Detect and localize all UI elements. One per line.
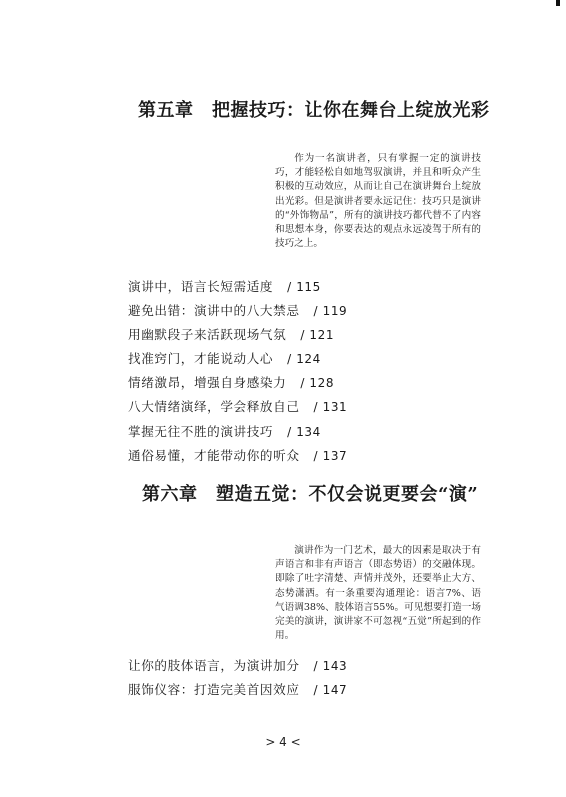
- toc-entry-title: 八大情绪演绎，学会释放自己: [128, 399, 300, 415]
- toc-entry[interactable]: [128, 372, 347, 396]
- toc-entry[interactable]: [128, 348, 347, 372]
- toc-entry[interactable]: [128, 396, 347, 420]
- toc-entry-title: 情绪激昂，增强自身感染力: [128, 375, 287, 391]
- toc-entry[interactable]: [128, 445, 347, 469]
- toc-entry[interactable]: [128, 276, 347, 300]
- corner-mark: [556, 0, 560, 6]
- toc-entry-page: / 128: [300, 376, 335, 391]
- toc-entry-title: 避免出错：演讲中的八大禁忌: [128, 303, 300, 319]
- chapter-5-title: 第五章 把握技巧：让你在舞台上绽放光彩: [138, 100, 490, 121]
- toc-entry-page: / 134: [287, 424, 321, 439]
- toc-entry-page: / 143: [313, 659, 348, 673]
- toc-entry-title: 通俗易懂，才能带动你的听众: [128, 447, 300, 463]
- toc-entry[interactable]: [128, 655, 347, 679]
- toc-entry-page: / 137: [313, 448, 348, 463]
- toc-entry-title: 找准窍门，才能说动人心: [128, 351, 274, 367]
- toc-entry-page: / 119: [313, 304, 348, 319]
- page-number: > 4 <: [265, 735, 301, 749]
- toc-entry-title: 演讲中，语言长短需适度: [128, 279, 274, 294]
- chapter-6-title: 第六章 塑造五觉：不仅会说更要会“演”: [142, 484, 479, 505]
- toc-entry-page: / 131: [313, 400, 348, 415]
- toc-entry-page: / 121: [300, 328, 335, 343]
- toc-entry[interactable]: [128, 679, 347, 703]
- chapter-5-intro: [275, 152, 481, 251]
- toc-entry-title: 用幽默段子来活跃现场气氛: [128, 327, 287, 343]
- toc-entry-title: 掌握无往不胜的演讲技巧: [128, 423, 274, 439]
- toc-entry-title: 让你的肢体语言，为演讲加分: [128, 658, 300, 673]
- toc-entry-title: 服饰仪容：打造完美首因效应: [128, 682, 300, 698]
- chapter-6-toc: [128, 655, 347, 703]
- chapter-5-toc: [128, 276, 347, 469]
- toc-entry[interactable]: [128, 324, 347, 348]
- toc-entry-page: / 147: [313, 683, 348, 698]
- toc-entry-page: / 124: [287, 352, 321, 367]
- chapter-6-intro-text: 演讲作为一门艺术，最大的因素是取决于有声语言和非有声语言（即态势语）的交融体现。即除了吐字清楚、声情并茂外，还要举止大方、态势潇洒。有一条重要沟通理论：语言7%、语气语调38%、肢体语言55%。可见想要打造一场完美的演讲，演讲家不可忽视“五觉”所起到的作用。: [275, 545, 481, 642]
- toc-entry-page: / 115: [287, 280, 321, 294]
- toc-entry[interactable]: [128, 300, 347, 324]
- toc-entry[interactable]: [128, 421, 347, 445]
- chapter-5-intro-text: 作为一名演讲者，只有掌握一定的演讲技巧，才能轻松自如地驾驭演讲，并且和听众产生积极的互动效应，从而让自己在演讲舞台上绽放出光彩。但是演讲者要永远记住：技巧只是演讲的“外饰物品”，所有的演讲技巧都代替不了内容和思想本身，你要表达的观点永远凌驾于所有的技巧之上。: [275, 153, 481, 250]
- chapter-6-intro: [275, 544, 481, 643]
